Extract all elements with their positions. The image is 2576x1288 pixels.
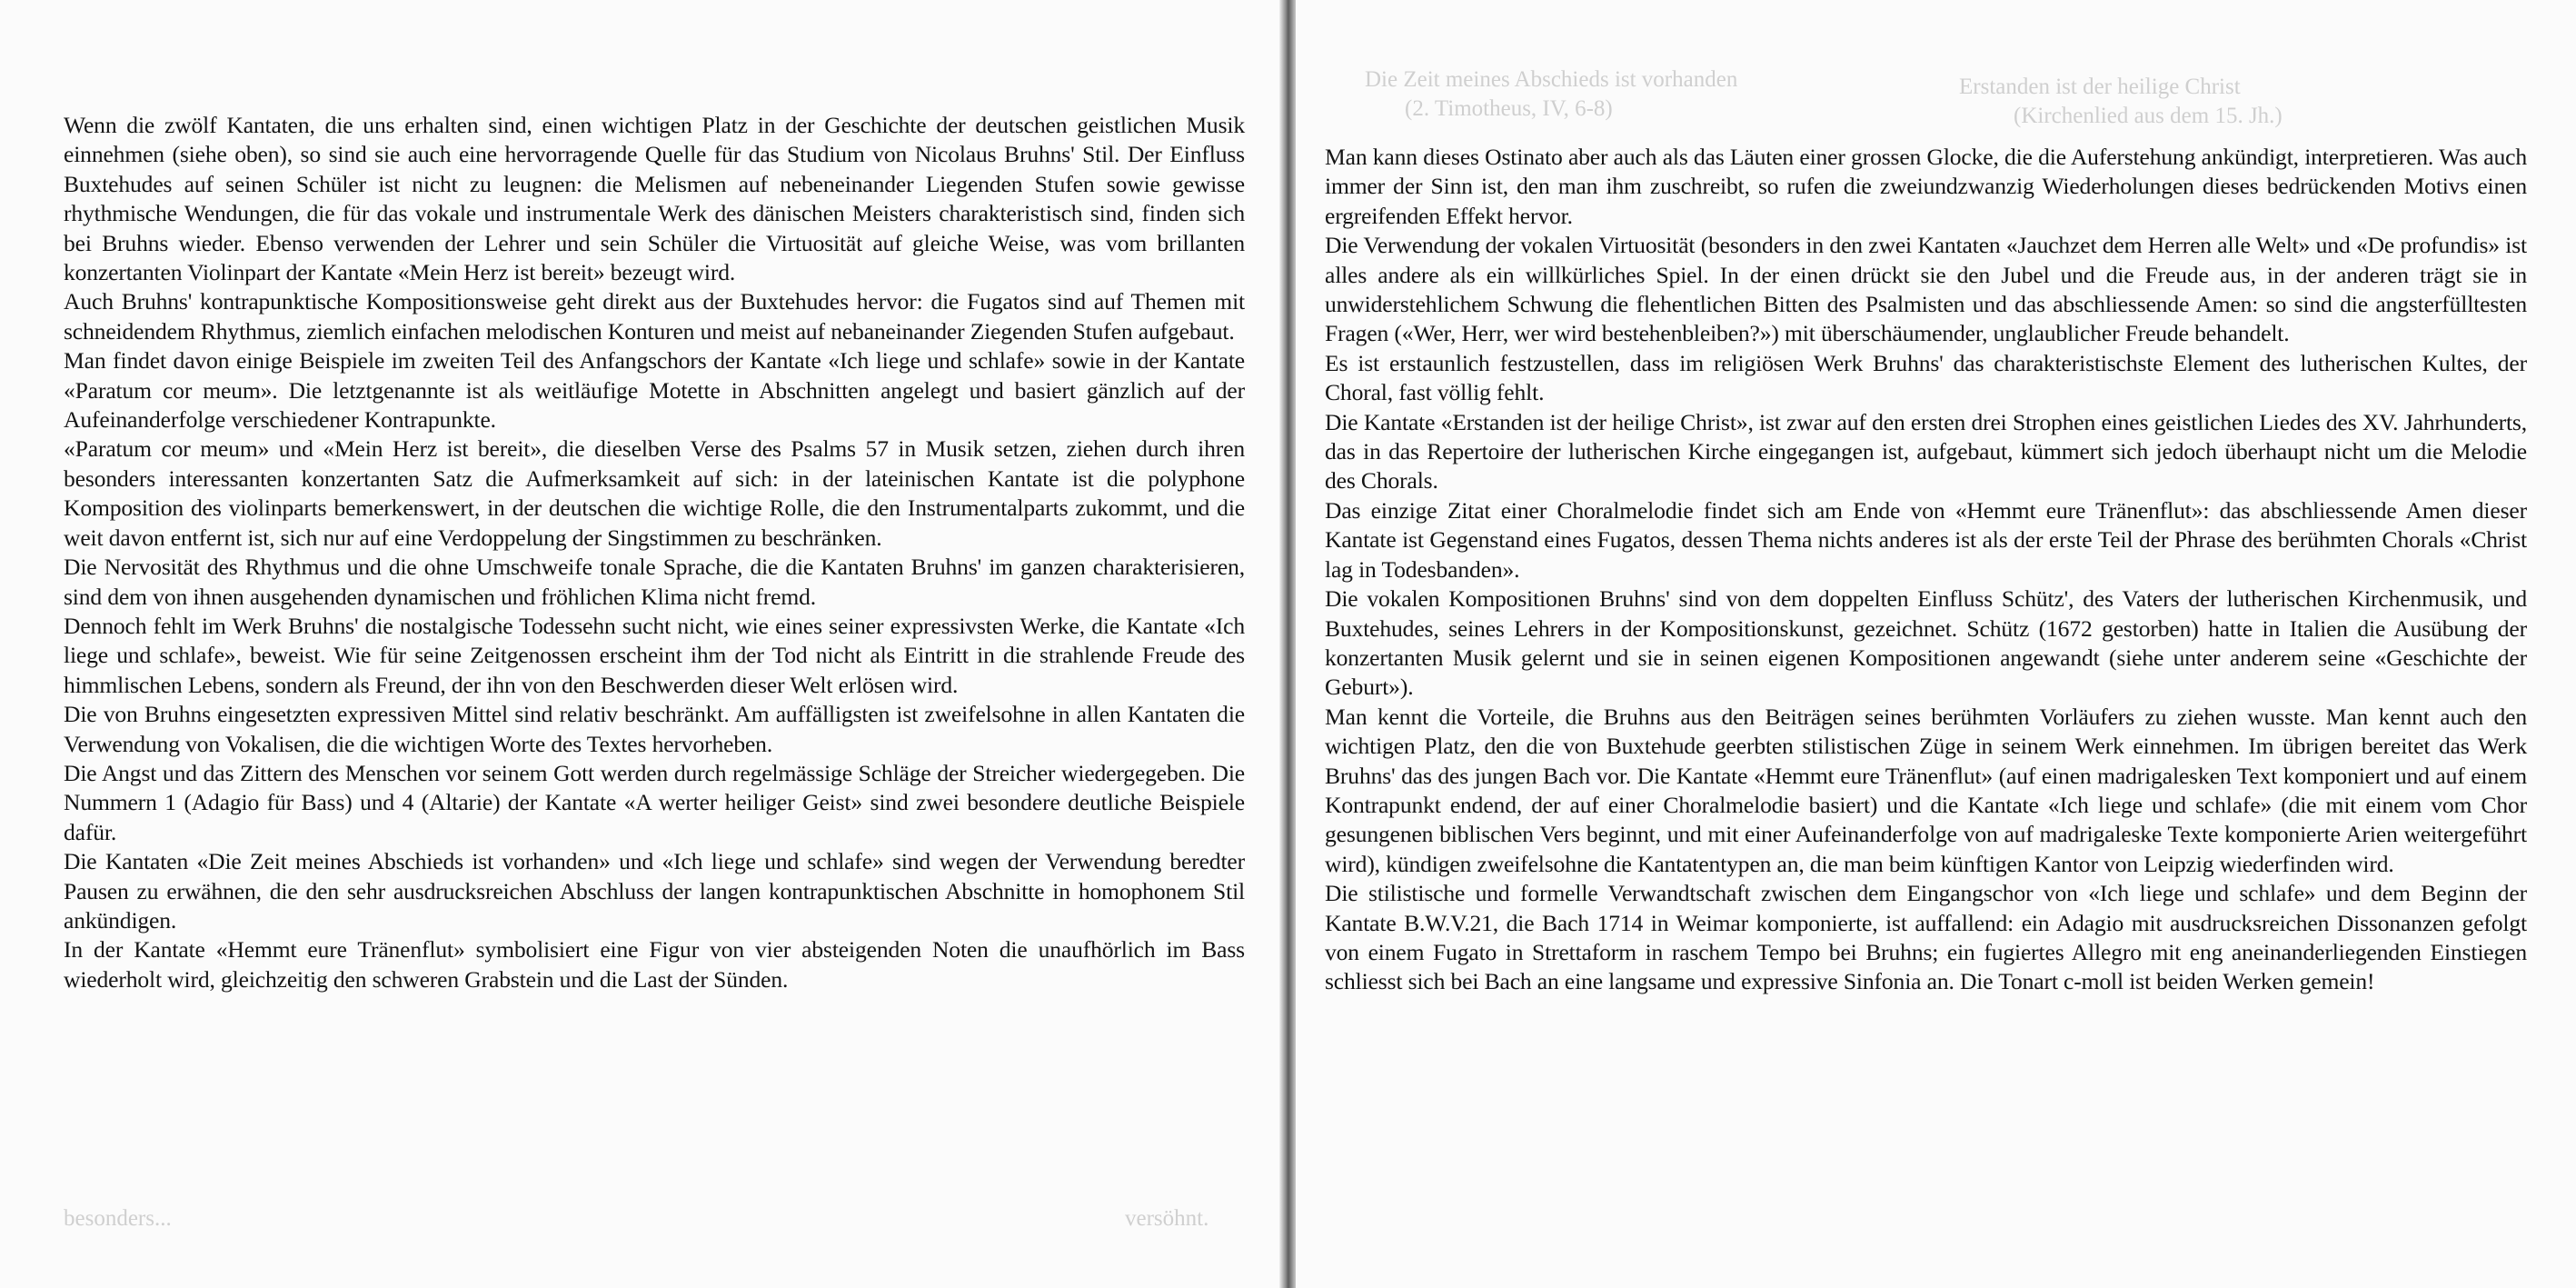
paragraph: Die Verwendung der vokalen Virtuosität (besonders in den zwei Kantaten «Jauchzet dem Herren alle Welt» und «De profundis» ist alles andere als ein willkürliches Spiel. In der einen drückt sie den Jubel und die Freude aus, in der anderen trägt sie in unwiderstehlichem Schwung die flehentlichen Bitten des Psalmisten und das abschliessende Amen: so sind die angsterfülltesten Fragen («Wer, Herr, wer wird bestehenbleiben?») mit überschäumender, unglaublicher Freude behandelt. [1325, 232, 2527, 347]
paragraph: Die stilistische und formelle Verwandtschaft zwischen dem Eingangschor von «Ich liege und schlafe» und dem Beginn der Kantate B.W.V.21, die Bach 1714 in Weimar komponierte, ist auffallend: ein Adagio mit ausdrucksreichen Dissonanzen gefolgt von einem Fugato in Strettaform in raschem Tempo bei Bruhns; ein fugiertes Allegro mit eng aneinanderliegenden Einstiegen schliesst sich bei Bach an eine langsame und expressive Sinfonia an. Die Tonart c-moll ist beiden Werken gemein! [1325, 880, 2527, 995]
paragraph: Die Kantate «Erstanden ist der heilige Christ», ist zwar auf den ersten drei Strophen eines geistlichen Liedes des XV. Jahrhunderts, das in das Repertoire der lutherischen Kirche eingegangen ist, aufgebaut, kümmert sich jedoch überhaupt nicht um die Melodie des Chorals. [1325, 408, 2527, 494]
left-page-body [64, 111, 1245, 994]
right-page [1296, 0, 2576, 1288]
paragraph: Die von Bruhns eingesetzten expressiven Mittel sind relativ beschränkt. Am auffälligsten ist zweifelsohne in allen Kantaten die Verwendung von Vokalisen, die die wichtigen Worte des Textes hervorheben. [64, 701, 1245, 757]
paragraph: Die vokalen Kompositionen Bruhns' sind von dem doppelten Einfluss Schütz', des Vaters der lutherischen Kirchenmusik, und Buxtehudes, seines Lehrers in der Kompositionskunst, gezeichnet. Schütz (1672 gestorben) hatte in Italien die Ausübung der konzertanten Musik gelernt und sie in seinen eigenen Kompositionen angewandt (siehe unter anderem seine «Geschichte der Geburt»). [1325, 585, 2527, 701]
paragraph: «Paratum cor meum» und «Mein Herz ist bereit», die dieselben Verse des Psalms 57 in Musik setzen, ziehen durch ihren besonders interessanten konzertanten Satz die Aufmerksamkeit auf sich: in der lateinischen Kantate ist die polyphone Komposition des violinparts bemerkenswert, in der deutschen die wichtige Rolle, die den Instrumentalparts zukommt, und die weit davon entfernt ist, sich nur auf eine Verdoppelung der Singstimmen zu beschränken. [64, 435, 1245, 551]
paragraph: Die Nervosität des Rhythmus und die ohne Umschweife tonale Sprache, die die Kantaten Bruhns' im ganzen charakterisieren, sind dem von ihnen ausgehenden dynamischen und fröhlichen Klima nicht fremd. [64, 554, 1245, 610]
paragraph: Das einzige Zitat einer Choralmelodie findet sich am Ende von «Hemmt eure Tränenflut»: das abschliessende Amen dieser Kantate ist Gegenstand eines Fugatos, dessen Thema nichts anderes ist als der erste Teil der Phrase des berühmten Chorals «Christ lag in Todesbanden». [1325, 496, 2527, 583]
bleed-through-subheading: (2. Timotheus, IV, 6-8) [1405, 96, 1613, 121]
bleed-through-text: besonders... [64, 1206, 172, 1231]
book-gutter [1279, 0, 1296, 1288]
paragraph: Es ist erstaunlich festzustellen, dass im religiösen Werk Bruhns' das charakteristischste Element des lutherischen Kultes, der Choral, fast völlig fehlt. [1325, 349, 2527, 406]
right-page-body [1325, 143, 2527, 997]
bleed-through-heading: Erstanden ist der heilige Christ [1959, 75, 2241, 99]
bleed-through-text: versöhnt. [1125, 1206, 1209, 1231]
left-page [0, 0, 1279, 1288]
bleed-through-heading: Die Zeit meines Abschieds ist vorhanden [1365, 67, 1738, 92]
paragraph: Auch Bruhns' kontrapunktische Kompositionsweise geht direkt aus der Buxtehudes hervor: die Fugatos sind auf Themen mit schneidendem Rhythmus, ziemlich einfachen melodischen Konturen und meist auf nebaneinander Ziegenden Stufen aufgebaut. [64, 288, 1245, 344]
paragraph: Man kann dieses Ostinato aber auch als das Läuten einer grossen Glocke, die die Auferstehung ankündigt, interpretieren. Was auch immer der Sinn ist, den man ihm zuschreibt, so rufen die zweiundzwanzig Wiederholungen dieses bedrückenden Motivs einen ergreifenden Effekt hervor. [1325, 144, 2527, 229]
bleed-through-subheading: (Kirchenlied aus dem 15. Jh.) [2014, 104, 2283, 128]
paragraph: Dennoch fehlt im Werk Bruhns' die nostalgische Todessehn sucht nicht, wie eines seiner expressivsten Werke, die Kantate «Ich liege und schlafe», beweist. Wie für seine Zeitgenossen erscheint ihm der Tod nicht als Eintritt in die strahlende Freude des himmlischen Lebens, sondern als Freund, der ihn von den Beschwerden dieser Welt erlösen wird. [64, 612, 1245, 698]
paragraph: Die Angst und das Zittern des Menschen vor seinem Gott werden durch regelmässige Schläge der Streicher wiedergegeben. Die Nummern 1 (Adagio für Bass) und 4 (Altarie) der Kantate «A werter heiliger Geist» sind zwei besondere deutliche Beispiele dafür. [64, 759, 1245, 845]
paragraph: In der Kantate «Hemmt eure Tränenflut» symbolisiert eine Figur von vier absteigenden Noten die unaufhörlich im Bass wiederholt wird, gleichzeitig den schweren Grabstein und die Last der Sünden. [64, 936, 1245, 993]
paragraph: Die Kantaten «Die Zeit meines Abschieds ist vorhanden» und «Ich liege und schlafe» sind wegen der Verwendung beredter Pausen zu erwähnen, die den sehr ausdrucksreichen Abschluss der langen kontrapunktischen Abschnitte in homophonem Stil ankündigen. [64, 848, 1245, 934]
paragraph: Man findet davon einige Beispiele im zweiten Teil des Anfangschors der Kantate «Ich liege und schlafe» sowie in der Kantate «Paratum cor meum». Die letztgenannte ist als weitläufige Motette in Abschnitten angelegt und basiert gänzlich auf der Aufeinanderfolge verschiedener Kontrapunkte. [64, 347, 1245, 434]
paragraph: Man kennt die Vorteile, die Bruhns aus den Beiträgen seines berühmten Vorläufers zu ziehen wusste. Man kennt auch den wichtigen Platz, den die von Buxtehude geerbten stilistischen Züge in seinem Werk einnehmen. Im übrigen bereitet das Werk Bruhns' das des jungen Bach vor. Die Kantate «Hemmt eure Tränenflut» (auf einen madrigalesken Text komponiert und auf einem Kontrapunkt endend, der auf einer Choralmelodie basiert) und die Kantate «Ich liege und schlafe» (die mit einem vom Chor gesungenen biblischen Vers beginnt, und mit einer Aufeinanderfolge von auf madrigaleske Texte komponierte Arien weitergeführt wird), kündigen zweifelsohne die Kantatentypen an, die man beim künftigen Kantor von Leipzig wiederfinden wird. [1325, 703, 2527, 877]
paragraph: Wenn die zwölf Kantaten, die uns erhalten sind, einen wichtigen Platz in der Geschichte der deutschen geistlichen Musik einnehmen (siehe oben), so sind sie auch eine hervorragende Quelle für das Studium von Nicolaus Bruhns' Stil. Der Einfluss Buxtehudes auf seinen Schüler ist nicht zu leugnen: die Melismen auf nebeneinander Liegenden Stufen sowie gewisse rhythmische Wendungen, die für das vokale und instrumentale Werk des dänischen Meisters charakteristisch sind, finden sich bei Bruhns wieder. Ebenso verwenden der Lehrer und sein Schüler die Virtuosität auf gleiche Weise, was vom brillanten konzertanten Violinpart der Kantate «Mein Herz ist bereit» bezeugt wird. [64, 112, 1245, 286]
